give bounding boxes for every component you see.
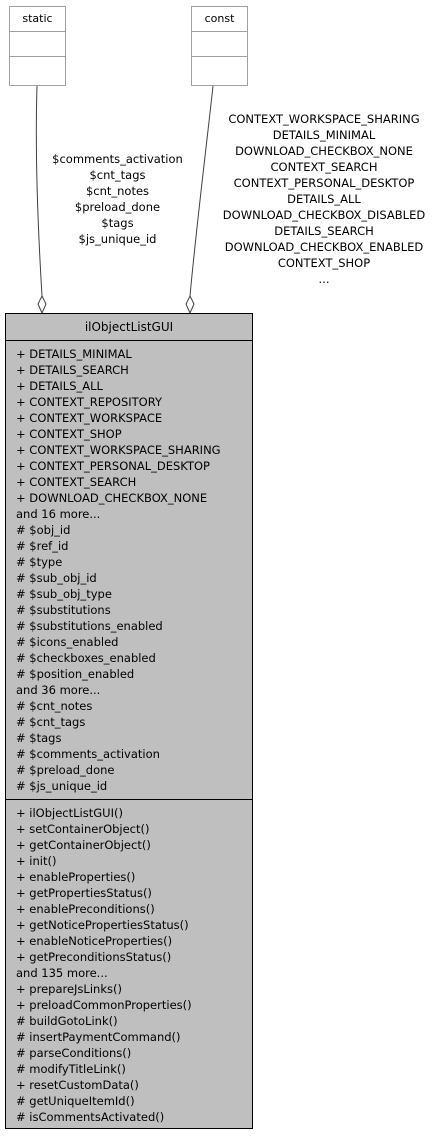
edge-label-line: DOWNLOAD_CHECKBOX_NONE	[235, 144, 413, 158]
edge-label-line: DETAILS_ALL	[287, 192, 361, 206]
attribute-item: and 16 more...	[16, 507, 101, 521]
static-edge-label	[45, 151, 190, 247]
method-item: + setContainerObject()	[16, 822, 150, 836]
method-item: + enablePreconditions()	[16, 902, 155, 916]
const-edge-label	[206, 111, 442, 287]
class-box	[5, 313, 253, 1129]
attribute-item: + CONTEXT_REPOSITORY	[16, 395, 163, 409]
const-box-attributes	[192, 32, 247, 57]
const-box	[191, 6, 248, 86]
method-item: + getNoticePropertiesStatus()	[16, 918, 189, 932]
attribute-item: # $sub_obj_type	[16, 587, 112, 601]
method-item: + getPreconditionsStatus()	[16, 950, 172, 964]
attribute-item: + CONTEXT_WORKSPACE	[16, 411, 163, 425]
attribute-item: # $type	[16, 555, 63, 569]
edge-label-line: DETAILS_SEARCH	[274, 224, 374, 238]
const-box-methods	[192, 57, 247, 81]
method-item: + enableNoticeProperties()	[16, 934, 173, 948]
method-item: + preloadCommonProperties()	[16, 998, 192, 1012]
attribute-item: # $substitutions_enabled	[16, 619, 163, 633]
attribute-item: + DETAILS_ALL	[16, 379, 103, 393]
static-box-title: static	[10, 7, 65, 32]
edge-label-line: $cnt_tags	[89, 168, 146, 182]
attribute-item: # $ref_id	[16, 539, 69, 553]
class-title: ilObjectListGUI	[6, 314, 252, 341]
method-item: # modifyTitleLink()	[16, 1062, 126, 1076]
attribute-item: # $substitutions	[16, 603, 111, 617]
edge-label-line: $comments_activation	[52, 152, 183, 166]
attribute-item: + CONTEXT_WORKSPACE_SHARING	[16, 443, 221, 457]
method-item: # isCommentsActivated()	[16, 1110, 165, 1124]
attribute-item: + DETAILS_MINIMAL	[16, 347, 132, 361]
edge-label-line: CONTEXT_WORKSPACE_SHARING	[228, 112, 420, 126]
static-box	[9, 6, 66, 86]
static-box-methods	[10, 57, 65, 81]
edge-label-line: $tags	[101, 216, 134, 230]
method-item: and 135 more...	[16, 966, 108, 980]
method-item: # buildGotoLink()	[16, 1014, 118, 1028]
attribute-item: + DOWNLOAD_CHECKBOX_NONE	[16, 491, 208, 505]
attribute-item: + CONTEXT_PERSONAL_DESKTOP	[16, 459, 210, 473]
edge-label-line: CONTEXT_PERSONAL_DESKTOP	[233, 176, 415, 190]
attribute-item: # $obj_id	[16, 523, 71, 537]
edge-label-line: DOWNLOAD_CHECKBOX_DISABLED	[222, 208, 426, 222]
edge-label-line: CONTEXT_SEARCH	[270, 160, 378, 174]
attribute-item: # $icons_enabled	[16, 635, 119, 649]
method-item: # parseConditions()	[16, 1046, 132, 1060]
attribute-item: + DETAILS_SEARCH	[16, 363, 129, 377]
class-methods	[6, 800, 252, 1129]
edge-label-line: $js_unique_id	[78, 232, 157, 246]
method-item: + getContainerObject()	[16, 838, 151, 852]
method-item: + init()	[16, 854, 57, 868]
const-box-title: const	[192, 7, 247, 32]
class-attributes	[6, 341, 252, 800]
edge-label-line: DETAILS_MINIMAL	[272, 128, 376, 142]
edge-label-line: DOWNLOAD_CHECKBOX_ENABLED	[224, 240, 424, 254]
attribute-item: + CONTEXT_SHOP	[16, 427, 122, 441]
edge-label-line: $preload_done	[74, 200, 161, 214]
attribute-item: and 36 more...	[16, 683, 101, 697]
method-item: + ilObjectListGUI()	[16, 806, 123, 820]
const-aggregation-diamond	[186, 296, 194, 313]
attribute-item: # $sub_obj_id	[16, 571, 97, 585]
attribute-item: + CONTEXT_SEARCH	[16, 475, 137, 489]
attribute-item: # $comments_activation	[16, 747, 160, 761]
static-box-attributes	[10, 32, 65, 57]
method-item: + enableProperties()	[16, 870, 136, 884]
attribute-item: # $cnt_tags	[16, 715, 86, 729]
edge-label-line: ...	[318, 272, 330, 286]
attribute-item: # $tags	[16, 731, 62, 745]
attribute-item: # $checkboxes_enabled	[16, 651, 156, 665]
method-item: + getPropertiesStatus()	[16, 886, 152, 900]
method-item: # getUniqueItemId()	[16, 1094, 135, 1108]
attribute-item: # $js_unique_id	[16, 779, 108, 793]
static-association-line	[36, 86, 42, 296]
edge-label-line: CONTEXT_SHOP	[277, 256, 371, 270]
attribute-item: # $preload_done	[16, 763, 115, 777]
attribute-item: # $cnt_notes	[16, 699, 93, 713]
static-aggregation-diamond	[38, 296, 46, 313]
attribute-item: # $position_enabled	[16, 667, 135, 681]
method-item: + resetCustomData()	[16, 1078, 139, 1092]
method-item: + prepareJsLinks()	[16, 982, 122, 996]
method-item: # insertPaymentCommand()	[16, 1030, 181, 1044]
edge-label-line: $cnt_notes	[85, 184, 150, 198]
